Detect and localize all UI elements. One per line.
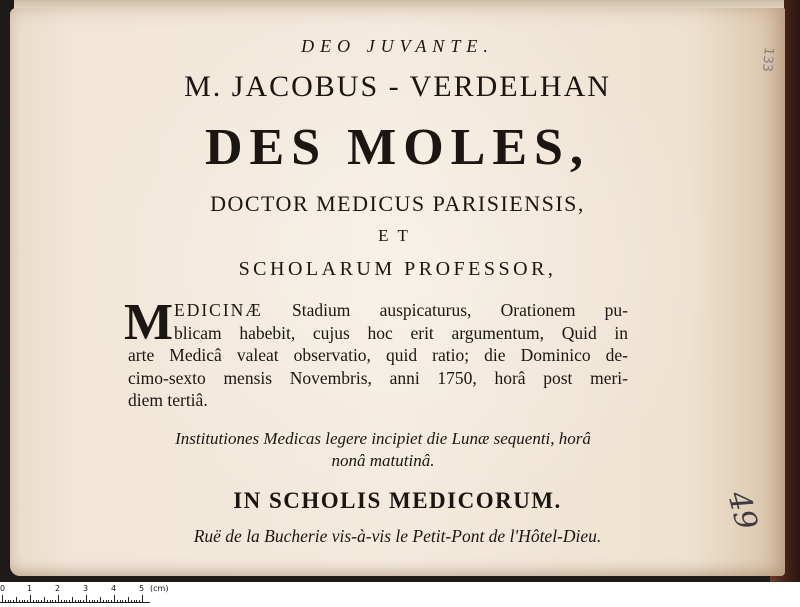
ruler-tick bbox=[131, 600, 132, 603]
paragraph-line-3: arte Medicâ valeat observatio, quid ratio; die Dominico de- bbox=[128, 345, 628, 365]
ruler-tick bbox=[10, 600, 11, 603]
ruler-label-0: 0 bbox=[0, 584, 6, 593]
ruler-label-3: 3 bbox=[83, 584, 89, 593]
institutions-line-2: nonâ matutinâ. bbox=[331, 451, 435, 470]
handwritten-page-number: 49 bbox=[720, 487, 764, 534]
ruler-tick bbox=[8, 600, 9, 603]
ruler-tick bbox=[128, 597, 129, 603]
ruler-tick bbox=[47, 600, 48, 603]
ruler-tick bbox=[122, 600, 123, 603]
ruler-tick bbox=[19, 600, 20, 603]
ruler-tick bbox=[78, 600, 79, 603]
professor-title: SCHOLARUM PROFESSOR, bbox=[238, 258, 557, 280]
ruler-tick bbox=[89, 600, 90, 603]
ruler-tick bbox=[5, 600, 6, 603]
ruler-tick bbox=[117, 600, 118, 603]
paragraph-caps-word: EDICINÆ bbox=[174, 300, 263, 320]
paragraph-line-4: cimo-sexto mensis Novembris, anni 1750, horâ post meri- bbox=[128, 367, 628, 388]
ruler-tick bbox=[38, 600, 39, 603]
ruler-tick bbox=[75, 600, 76, 603]
ruler-tick bbox=[30, 595, 31, 603]
institutions-notice bbox=[128, 428, 638, 472]
ruler-tick bbox=[125, 600, 126, 603]
ruler-tick bbox=[22, 600, 23, 603]
candidate-name: M. JACOBUS - VERDELHAN bbox=[184, 70, 611, 103]
ruler-tick bbox=[120, 600, 121, 603]
ruler-tick bbox=[69, 600, 70, 603]
ruler-tick bbox=[16, 597, 17, 603]
ruler-tick bbox=[94, 600, 95, 603]
ruler-tick bbox=[33, 600, 34, 603]
ruler-tick bbox=[80, 600, 81, 603]
ruler-tick bbox=[106, 600, 107, 603]
paragraph-line-1-rest: Stadium auspicaturus, Orationem pu- bbox=[262, 300, 628, 320]
ruler-tick bbox=[111, 600, 112, 603]
candidate-surname: DES MOLES, bbox=[205, 119, 590, 176]
ruler-tick bbox=[44, 597, 45, 603]
ruler-tick bbox=[72, 597, 73, 603]
ruler-tick bbox=[24, 600, 25, 603]
ruler-tick bbox=[50, 600, 51, 603]
book-page bbox=[10, 8, 785, 576]
ruler-tick bbox=[61, 600, 62, 603]
ruler-tick bbox=[55, 600, 56, 603]
ruler-label-2: 2 bbox=[55, 584, 61, 593]
ruler-tick bbox=[64, 600, 65, 603]
location-heading: IN SCHOLIS MEDICORUM. bbox=[233, 488, 562, 513]
paragraph-line-2: blicam habebit, cujus hoc erit argumentum, Quid in bbox=[174, 322, 628, 343]
ruler-tick bbox=[114, 595, 115, 603]
conjunction-line: ET bbox=[378, 226, 417, 245]
ruler-tick bbox=[36, 600, 37, 603]
degree-line: DOCTOR MEDICUS PARISIENSIS, bbox=[210, 191, 585, 216]
ruler-tick bbox=[13, 600, 14, 603]
ruler-tick bbox=[103, 600, 104, 603]
invocation-line: DEO JUVANTE. bbox=[301, 36, 494, 56]
ruler-tick bbox=[83, 600, 84, 603]
announcement-paragraph bbox=[128, 299, 628, 412]
ruler-tick bbox=[2, 595, 3, 603]
ruler-label-1: 1 bbox=[27, 584, 33, 593]
ruler-tick bbox=[100, 597, 101, 603]
street-address: Ruë de la Bucherie vis-à-vis le Petit-Pont de l'Hôtel-Dieu. bbox=[193, 526, 602, 546]
paragraph-line-5: diem tertiâ. bbox=[128, 390, 208, 410]
ruler-tick bbox=[108, 600, 109, 603]
ruler-tick bbox=[134, 600, 135, 603]
ruler-label-4: 4 bbox=[111, 584, 117, 593]
ruler-tick bbox=[97, 600, 98, 603]
ruler-unit: (cm) bbox=[150, 584, 169, 593]
ruler-tick bbox=[27, 600, 28, 603]
ruler-tick bbox=[58, 595, 59, 603]
ruler-tick bbox=[142, 595, 143, 603]
scale-ruler bbox=[0, 582, 800, 607]
ruler-tick bbox=[41, 600, 42, 603]
ruler-tick bbox=[52, 600, 53, 603]
drop-cap: M bbox=[124, 294, 174, 351]
folio-mark: 133 bbox=[758, 46, 776, 73]
ruler-tick bbox=[139, 600, 140, 603]
ruler-tick bbox=[86, 595, 87, 603]
ruler-label-5: 5 bbox=[139, 584, 145, 593]
paragraph-line-1 bbox=[128, 299, 628, 322]
institutions-line-1: Institutiones Medicas legere incipiet die Lunæ sequenti, horâ bbox=[175, 429, 591, 448]
ruler-tick bbox=[136, 600, 137, 603]
ruler-tick bbox=[66, 600, 67, 603]
ruler-tick bbox=[92, 600, 93, 603]
